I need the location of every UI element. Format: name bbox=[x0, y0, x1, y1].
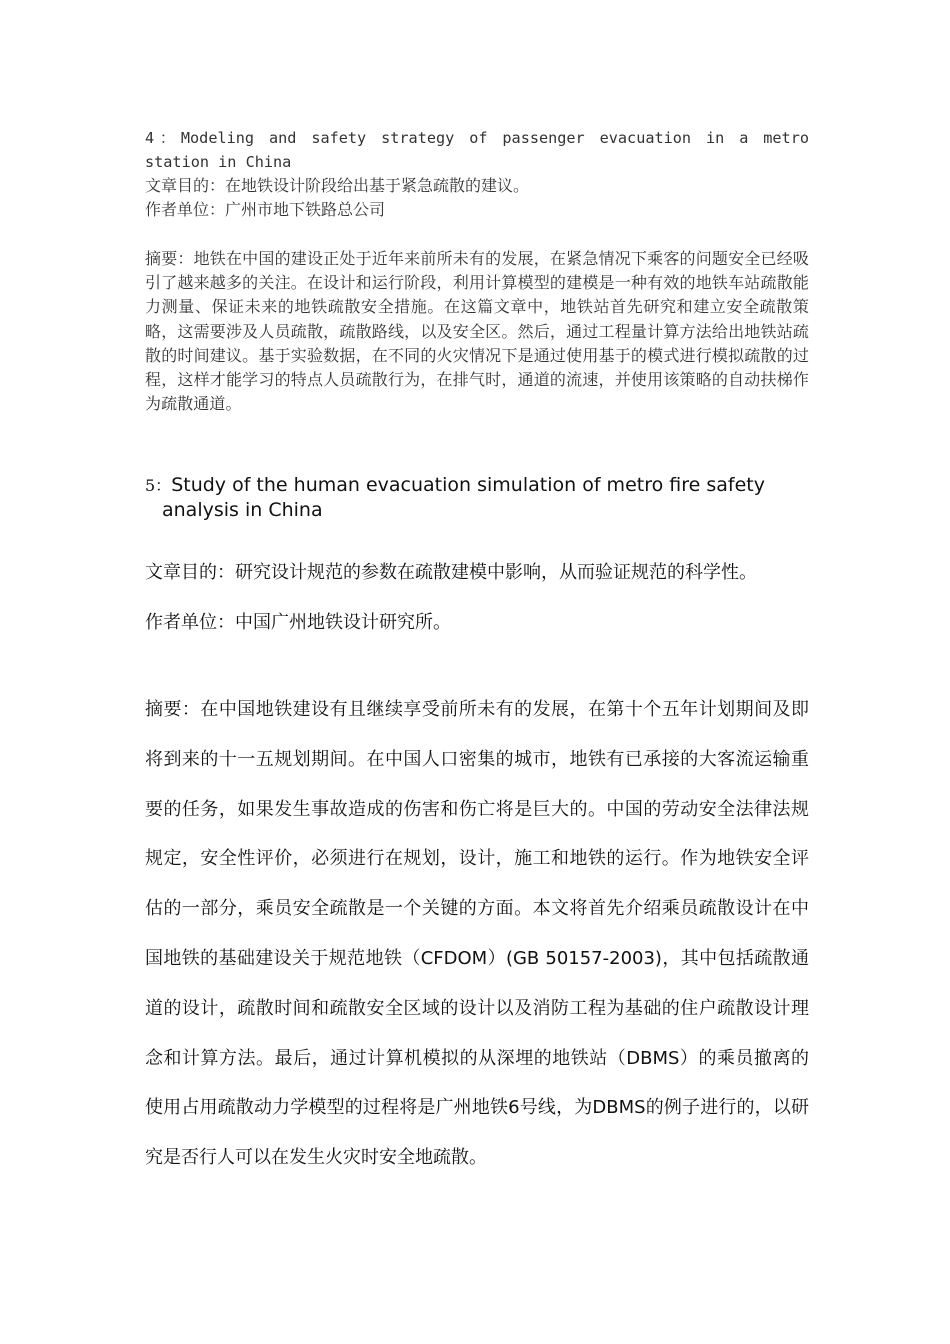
section-5-title: Study of the human evacuation simulation of metro fire safety analysis in China bbox=[162, 474, 765, 521]
section-4-title: 4：Modeling and safety strategy of passenger evacuation in a metro station in China bbox=[145, 129, 809, 171]
section-5-abstract: 摘要：在中国地铁建设有且继续享受前所未有的发展，在第十个五年计划期间及即将到来的十一五规划期间。在中国人口密集的城市，地铁有已承接的大客流运输重要的任务，如果发生事故造成的伤害和伤亡将是巨大的。中国的劳动安全法律法规规定，安全性评价，必须进行在规划，设计，施工和地铁的运行。作为地铁安全评估的一部分，乘员安全疏散是一个关键的方面。本文将首先介绍乘员疏散设计在中国地铁的基础建设关于规范地铁（CFDOM）(GB 50157-2003)，其中包括疏散通道的设计，疏散时间和疏散安全区域的设计以及消防工程为基础的住户疏散设计理念和计算方法。最后，通过计算机模拟的从深埋的地铁站（DBMS）的乘员撤离的使用占用疏散动力学模型的过程将是广州地铁6号线，为DBMS的例子进行的，以研究是否行人可以在发生火灾时安全地疏散。 bbox=[145, 699, 809, 1169]
section-4-author-unit: 作者单位：广州市地下铁路总公司 bbox=[145, 200, 386, 219]
section-5-author-unit: 作者单位：中国广州地铁设计研究所。 bbox=[145, 612, 451, 633]
section-4-purpose: 文章目的：在地铁设计阶段给出基于紧急疏散的建议。 bbox=[145, 176, 530, 195]
section-5-number: 5： bbox=[145, 476, 172, 495]
section-5-heading bbox=[145, 473, 809, 523]
section-4-abstract: 摘要：地铁在中国的建设正处于近年来前所未有的发展，在紧急情况下乘客的问题安全已经吸引了越来越多的关注。在设计和运行阶段，利用计算模型的建模是一种有效的地铁车站疏散能力测量、保证未来的地铁疏散安全措施。在这篇文章中，地铁站首先研究和建立安全疏散策略，这需要涉及人员疏散，疏散路线，以及安全区。然后，通过工程量计算方法给出地铁站疏散的时间建议。基于实验数据，在不同的火灾情况下是通过使用基于的模式进行模拟疏散的过程，这样才能学习的特点人员疏散行为，在排气时，通道的流速，并使用该策略的自动扶梯作为疏散通道。 bbox=[145, 249, 809, 414]
section-5-purpose: 文章目的：研究设计规范的参数在疏散建模中影响，从而验证规范的科学性。 bbox=[145, 562, 757, 583]
